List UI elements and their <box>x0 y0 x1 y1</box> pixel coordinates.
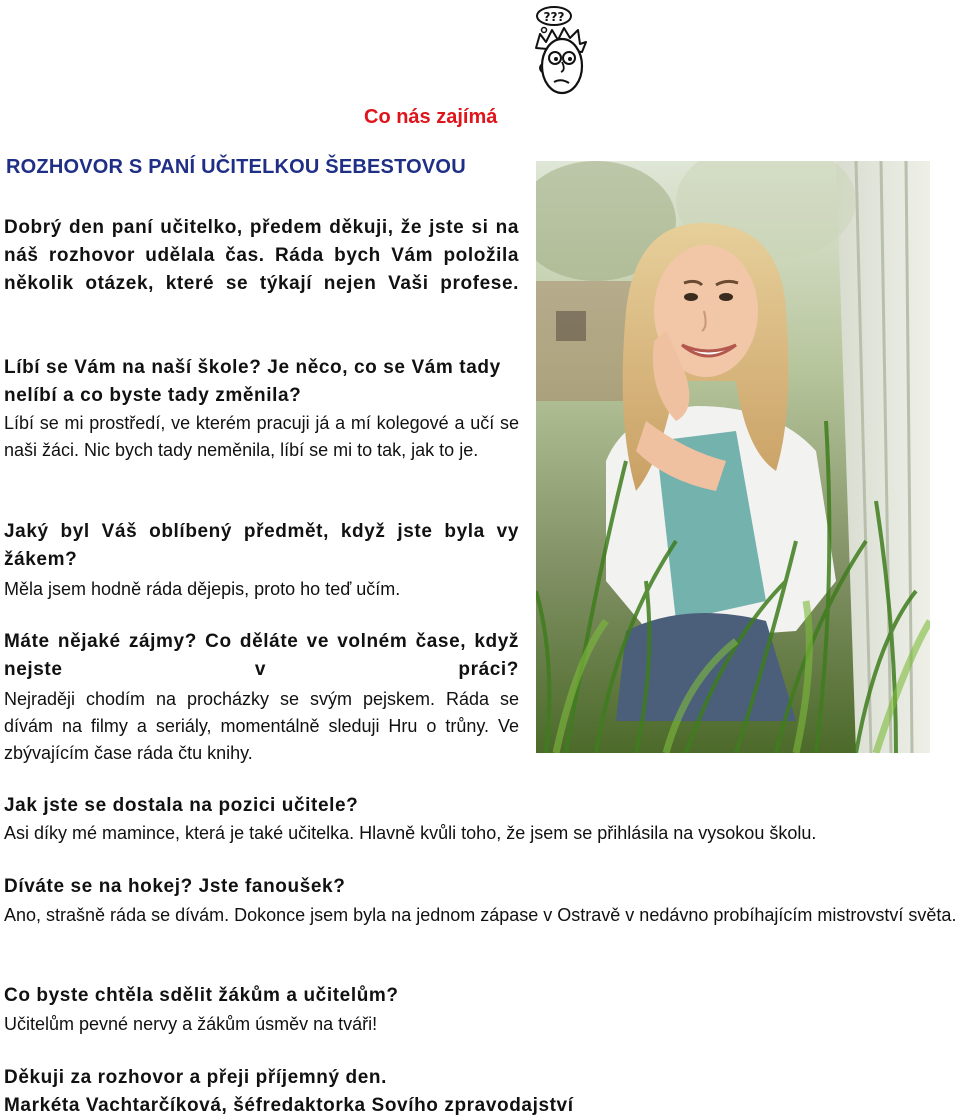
closing-line: Děkuji za rozhovor a přeji příjemný den. <box>4 1067 387 1088</box>
answer-2: Měla jsem hodně ráda dějepis, proto ho teď učím. <box>4 579 401 599</box>
question-2: Jaký byl Váš oblíbený předmět, když jste byla vy žákem? <box>4 521 519 570</box>
question-3: Máte nějaké zájmy? Co děláte ve volném čase, když nejste v práci? <box>4 631 519 680</box>
question-6: Co byste chtěla sdělit žákům a učitelům? <box>4 985 399 1006</box>
question-5: Díváte se na hokej? Jste fanoušek? <box>4 876 346 897</box>
section-title: Co nás zajímá <box>364 106 498 128</box>
intro-paragraph: Dobrý den paní učitelko, předem děkuji, že jste si na náš rozhovor udělala čas. Ráda bych Vám položila několik otázek, které se týkají nejen Vaši profese. <box>4 217 519 294</box>
answer-6: Učitelům pevné nervy a žákům úsměv na tváři! <box>4 1014 378 1034</box>
answer-1: Líbí se mi prostředí, ve kterém pracuji já a mí kolegové a učí se naši žáci. Nic bych tady neměnila, líbí se mi to tak, jak to je. <box>4 413 519 460</box>
article-title: ROZHOVOR S PANÍ UČITELKOU ŠEBESTOVOU <box>6 156 466 178</box>
thinking-face-logo-icon <box>528 4 592 100</box>
logo-question-marks: ??? <box>543 10 565 24</box>
question-4: Jak jste se dostala na pozici učitele? <box>4 795 359 816</box>
answer-3: Nejraději chodím na procházky se svým pejskem. Ráda se dívám na filmy a seriály, momentálně sleduji Hru o trůny. Ve zbývajícím čase ráda čtu knihy. <box>4 689 519 763</box>
question-1: Líbí se Vám na naší škole? Je něco, co se Vám tady nelíbí a co byste tady změnila? <box>4 357 501 406</box>
signature-line: Markéta Vachtarčíková, šéfredaktorka Sovího zpravodajství <box>4 1095 574 1116</box>
answer-4: Asi díky mé mamince, která je také učitelka. Hlavně kvůli toho, že jsem se přihlásila na vysokou školu. <box>4 823 817 843</box>
answer-5: Ano, strašně ráda se dívám. Dokonce jsem byla na jednom zápase v Ostravě v nedávno probíhajícím mistrovství světa. <box>4 905 957 925</box>
teacher-portrait-photo <box>536 161 930 753</box>
